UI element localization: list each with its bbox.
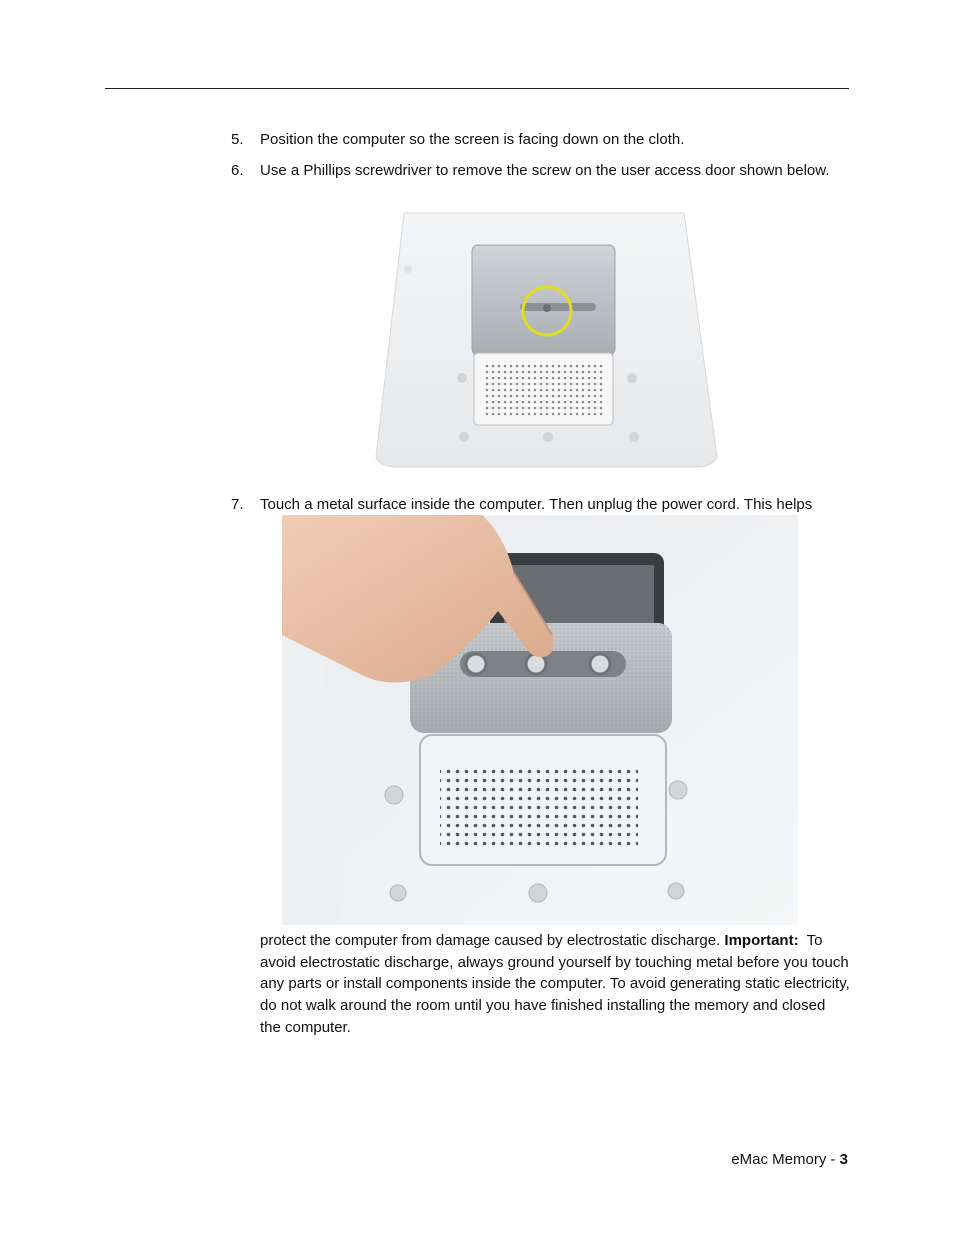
continuation-text: protect the computer from damage caused by electrostatic discharge.: [260, 932, 721, 949]
step-text: Position the computer so the screen is facing down on the cloth.: [260, 131, 685, 148]
step-number: 6.: [231, 162, 244, 179]
step-5: [231, 130, 684, 150]
continuation-paragraph: [260, 930, 850, 1039]
access-door-photo: [292, 195, 805, 483]
footer-title: eMac Memory -: [731, 1151, 840, 1168]
step-number: 5.: [231, 131, 244, 148]
important-text: To avoid electrostatic discharge, always ground yourself by touching metal before you touch any parts or install components inside the computer. To avoid generating static electricity, do not walk around the room until you have finished installing the memory and closed the computer.: [260, 932, 850, 1036]
step-text: Use a Phillips screwdriver to remove the screw on the user access door shown below.: [260, 162, 830, 179]
step-7: [231, 495, 812, 515]
grounding-photo: [282, 515, 798, 925]
important-label: Important:: [724, 932, 799, 949]
page-number: 3: [839, 1151, 848, 1168]
header-rule: [105, 88, 849, 89]
step-6: [231, 161, 829, 181]
page-footer: [731, 1151, 848, 1168]
step-number: 7.: [231, 496, 244, 513]
step-text: Touch a metal surface inside the computer. Then unplug the power cord. This helps: [260, 496, 813, 513]
